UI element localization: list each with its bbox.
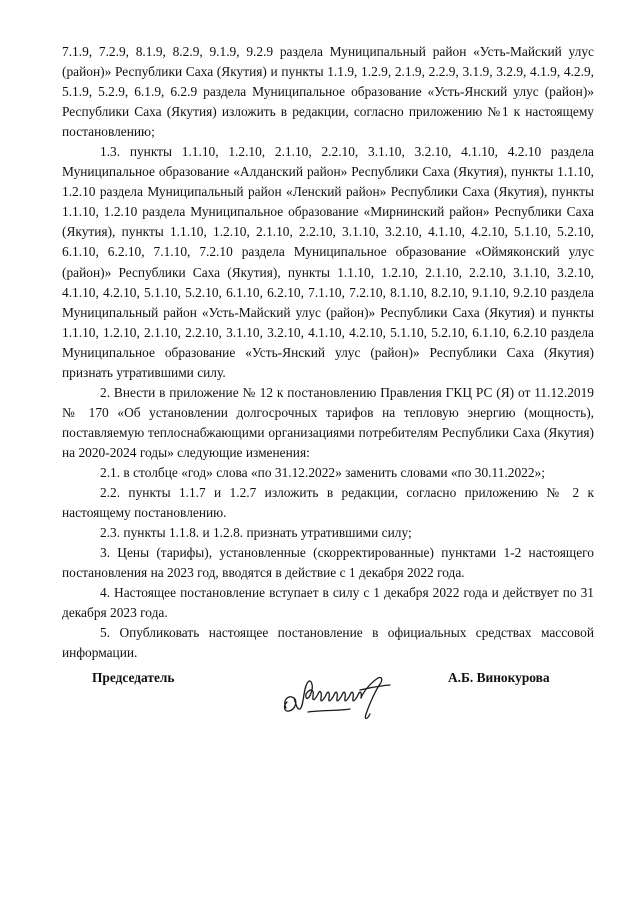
paragraph-continuation: 7.1.9, 7.2.9, 8.1.9, 8.2.9, 9.1.9, 9.2.9 раздела Муниципальный район «Усть-Майский улус (район)» Республики Саха (Якутия) и пункты 1.1.9, 1.2.9, 2.1.9, 2.2.9, 3.1.9, 3.2.9, 4.1.9, 4.2.9, 5.1.9, 5.2.9, 6.1.9, 6.2.9 раздела Муниципальное образование «Усть-Янский улус (район)» Республики Саха (Якутия) изложить в редакции, согласно приложению №1 к настоящему постановлению;: [62, 44, 594, 140]
paragraph-2-2: 2.2. пункты 1.1.7 и 1.2.7 изложить в редакции, согласно приложению № 2 к настоящему постановлению.: [62, 485, 594, 521]
signatory-title: Председатель: [92, 670, 175, 685]
paragraph-2-1: 2.1. в столбце «год» слова «по 31.12.2022» заменить словами «по 30.11.2022»;: [100, 464, 545, 480]
paragraph-2-3: 2.3. пункты 1.1.8. и 1.2.8. признать утратившими силу;: [100, 525, 412, 541]
paragraph-2: 2. Внести в приложение № 12 к постановлению Правления ГКЦ РС (Я) от 11.12.2019 № 170 «Об установлении долгосрочных тарифов на тепловую энергию (мощность), поставляемую теплоснабжающими организациями потребителям Республики Саха (Якутия) на 2020-2024 годы» следующие изменения:: [62, 384, 594, 460]
document-body: [62, 42, 594, 663]
signatory-name: А.Б. Винокурова: [448, 670, 550, 685]
paragraph-4: 4. Настоящее постановление вступает в силу с 1 декабря 2022 года и действует по 31 декабря 2023 года.: [62, 585, 594, 621]
paragraph-3: 3. Цены (тарифы), установленные (скорректированные) пунктами 1-2 настоящего постановления на 2023 год, вводятся в действие с 1 декабря 2022 года.: [62, 545, 594, 581]
paragraph-1-3: 1.3. пункты 1.1.10, 1.2.10, 2.1.10, 2.2.10, 3.1.10, 3.2.10, 4.1.10, 4.2.10 раздела Муниципальное образование «Алданский район» Республики Саха (Якутия), пункты 1.1.10, 1.2.10 раздела Муниципальный район «Ленский район» Республики Саха (Якутия), пункты 1.1.10, 1.2.10 раздела Муниципальное образование «Мирнинский район» Республики Саха (Якутия), пункты 1.1.10, 1.2.10, 2.1.10, 2.2.10, 3.1.10, 3.2.10, 4.1.10, 4.2.10, 5.1.10, 5.2.10, 6.1.10, 6.2.10, 7.1.10, 7.2.10 раздела Муниципальное образование «Оймяконский улус (район)» Республики Саха (Якутия), пункты 1.1.10, 1.2.10, 2.1.10, 2.2.10, 3.1.10, 3.2.10, 4.1.10, 4.2.10, 5.1.10, 5.2.10, 6.1.10, 6.2.10, 7.1.10, 7.2.10, 8.1.10, 8.2.10, 9.1.10, 9.2.10 раздела Муниципальный район «Усть-Майский улус (район)» Республики Саха (Якутия) и пункты 1.1.10, 1.2.10, 2.1.10, 2.2.10, 3.1.10, 3.2.10, 4.1.10, 4.2.10, 5.1.10, 5.2.10, 6.1.10, 6.2.10 раздела Муниципальное образование «Усть-Янский улус (район)» Республики Саха (Якутия) признать утратившими силу.: [62, 144, 594, 380]
handwritten-signature: [278, 668, 408, 726]
paragraph-5: 5. Опубликовать настоящее постановление в официальных средствах массовой информации.: [62, 625, 594, 661]
